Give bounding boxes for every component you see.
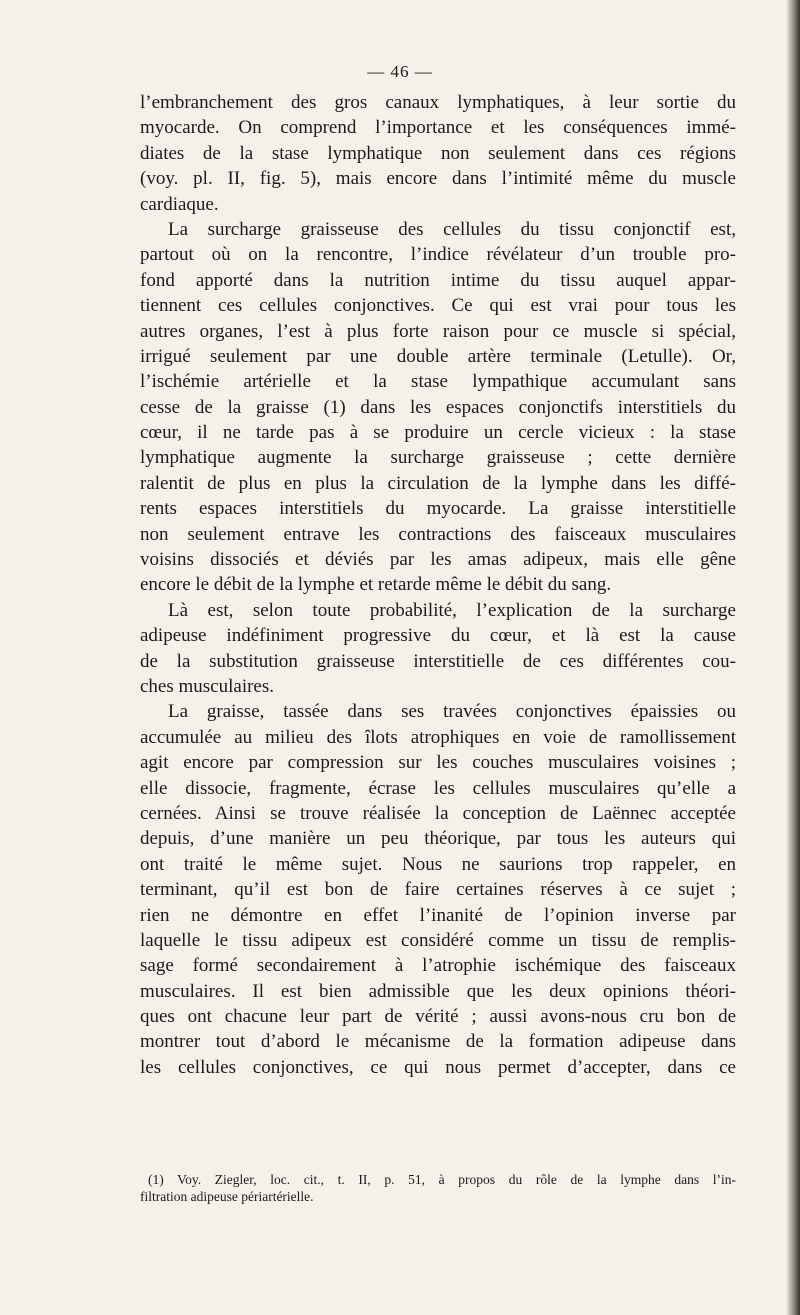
text-line: elle dissocie, fragmente, écrase les cellules musculaires qu’elle a — [140, 777, 736, 799]
text-line: ches musculaires. — [140, 675, 275, 697]
text-line: l’ischémie artérielle et la stase lympathique accumulant sans — [140, 371, 736, 393]
text-line: laquelle le tissu adipeux est considéré comme un tissu de remplis- — [140, 929, 736, 951]
text-line: cernées. Ainsi se trouve réalisée la conception de Laënnec acceptée — [140, 802, 736, 824]
text-line: cardiaque. — [140, 193, 219, 215]
text-line: rents espaces interstitiels du myocarde. La graisse interstitielle — [140, 498, 736, 520]
text-line: partout où on la rencontre, l’indice révélateur d’un trouble pro- — [140, 244, 736, 266]
text-line: sage formé secondairement à l’atrophie ischémique des faisceaux — [140, 955, 736, 977]
text-line: terminant, qu’il est bon de faire certaines réserves à ce sujet ; — [140, 879, 736, 901]
text-line: tiennent ces cellules conjonctives. Ce qui est vrai pour tous les — [140, 295, 736, 317]
text-line: adipeuse indéfiniment progressive du cœur, et là est la cause — [140, 625, 736, 647]
text-line: depuis, d’une manière un peu théorique, par tous les auteurs qui — [140, 828, 736, 850]
text-line: myocarde. On comprend l’importance et les conséquences immé- — [140, 117, 736, 139]
footnotes — [140, 1171, 736, 1205]
text-line: irrigué seulement par une double artère terminale (Letulle). Or, — [140, 345, 736, 367]
text-line: l’embranchement des gros canaux lymphatiques, à leur sortie du — [140, 92, 736, 113]
text-line: autres organes, l’est à plus forte raison pour ce muscle si spécial, — [140, 320, 736, 342]
text-line: lymphatique augmente la surcharge graisseuse ; cette dernière — [140, 447, 736, 469]
text-line: accumulée au milieu des îlots atrophiques en voie de ramollissement — [140, 726, 736, 748]
footnote-line: (1) Voy. Ziegler, loc. cit., t. II, p. 51, à propos du rôle de la lymphe dans l’in- — [148, 1172, 736, 1187]
text-line: ques ont chacune leur part de vérité ; aussi avons-nous cru bon de — [140, 1006, 736, 1028]
text-line: ont traité le même sujet. Nous ne saurions trop rappeler, en — [140, 853, 736, 875]
text-line: cœur, il ne tarde pas à se produire un cercle vicieux : la stase — [140, 422, 736, 444]
text-line: agit encore par compression sur les couches musculaires voisines ; — [140, 752, 736, 774]
text-line: (voy. pl. II, fig. 5), mais encore dans l’intimité même du muscle — [140, 168, 736, 190]
text-line: montrer tout d’abord le mécanisme de la formation adipeuse dans — [140, 1031, 736, 1053]
paragraph-start-line: La surcharge graisseuse des cellules du tissu conjonctif est, — [168, 218, 736, 240]
text-line: encore le débit de la lymphe et retarde même le débit du sang. — [140, 574, 612, 596]
footnote-line: filtration adipeuse périartérielle. — [140, 1189, 314, 1204]
text-line: diates de la stase lymphatique non seulement dans ces régions — [140, 142, 736, 164]
text-line: fond apporté dans la nutrition intime du tissu auquel appar- — [140, 269, 736, 291]
paragraph-start-line: Là est, selon toute probabilité, l’explication de la surcharge — [168, 599, 736, 621]
paragraph-start-line: La graisse, tassée dans ses travées conjonctives épaissies ou — [168, 701, 736, 723]
text-line: rien ne démontre en effet l’inanité de l’opinion inverse par — [140, 904, 736, 926]
text-line: les cellules conjonctives, ce qui nous permet d’accepter, dans ce — [140, 1056, 736, 1078]
text-line: non seulement entrave les contractions des faisceaux musculaires — [140, 523, 736, 545]
body-text — [140, 90, 736, 1080]
text-line: de la substitution graisseuse interstitielle de ces différentes cou- — [140, 650, 736, 672]
page-edge-shadow — [786, 0, 800, 1315]
text-line: musculaires. Il est bien admissible que les deux opinions théori- — [140, 980, 736, 1002]
text-line: cesse de la graisse (1) dans les espaces conjonctifs interstitiels du — [140, 396, 736, 418]
text-line: voisins dissociés et déviés par les amas adipeux, mais elle gêne — [140, 549, 736, 571]
text-line: ralentit de plus en plus la circulation de la lymphe dans les diffé- — [140, 472, 736, 494]
page-number: — 46 — — [367, 62, 433, 81]
